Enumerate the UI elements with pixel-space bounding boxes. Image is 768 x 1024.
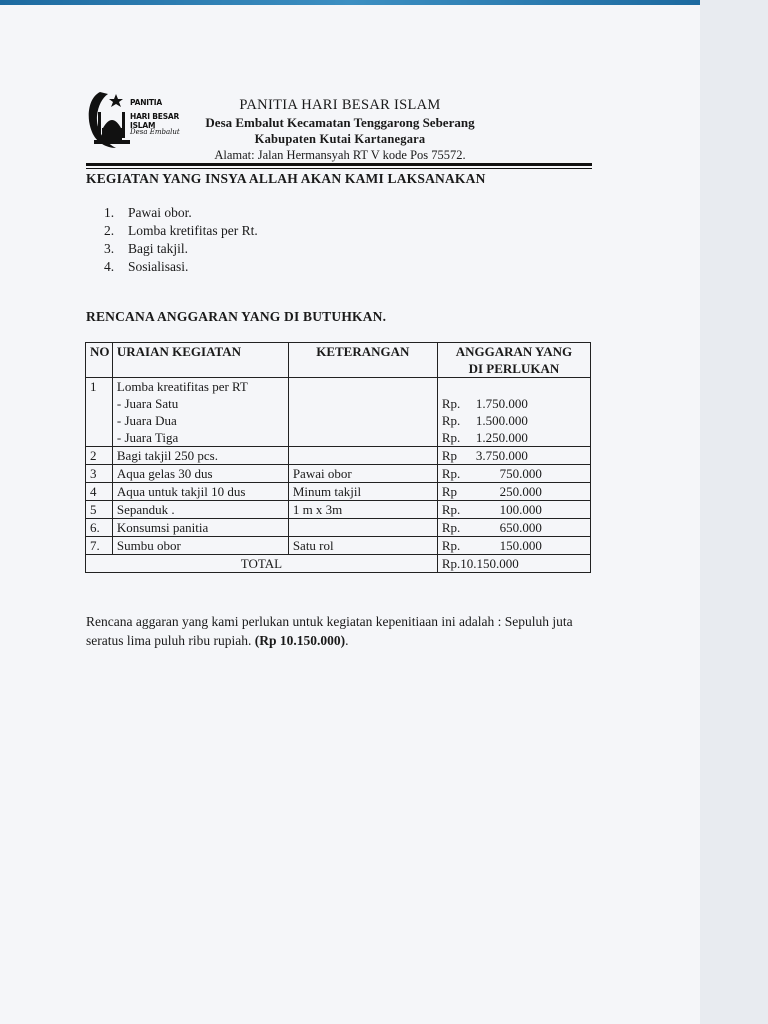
closing-end: . bbox=[345, 633, 349, 648]
cell-anggaran bbox=[437, 483, 590, 501]
budget-table bbox=[85, 342, 591, 573]
list-item bbox=[104, 204, 258, 222]
cell-no: 1 bbox=[86, 378, 113, 447]
amount: 1.250.000 bbox=[475, 430, 528, 445]
cell-keterangan bbox=[288, 447, 437, 465]
currency: Rp. bbox=[441, 413, 461, 428]
cell-no: 3 bbox=[86, 465, 113, 483]
list-text: Bagi takjil. bbox=[128, 241, 188, 256]
header-anggaran-line1: ANGGARAN YANG bbox=[455, 344, 573, 359]
table-row bbox=[86, 501, 591, 519]
cell-uraian bbox=[112, 378, 288, 447]
amount-line bbox=[442, 412, 586, 429]
cell-keterangan bbox=[288, 519, 437, 537]
cell-keterangan: Satu rol bbox=[288, 537, 437, 555]
cell-keterangan bbox=[288, 378, 437, 447]
table-row bbox=[86, 537, 591, 555]
cell-uraian: Sumbu obor bbox=[112, 537, 288, 555]
amount: 650.000 bbox=[499, 520, 542, 535]
cell-uraian: Aqua untuk takjil 10 dus bbox=[112, 483, 288, 501]
cell-uraian: Sepanduk . bbox=[112, 501, 288, 519]
header-keterangan: KETERANGAN bbox=[288, 343, 437, 378]
spacer bbox=[442, 378, 586, 395]
list-item bbox=[104, 222, 258, 240]
cell-keterangan: Minum takjil bbox=[288, 483, 437, 501]
cell-no: 6. bbox=[86, 519, 113, 537]
cell-no: 4 bbox=[86, 483, 113, 501]
cell-uraian: Konsumsi panitia bbox=[112, 519, 288, 537]
amount-line bbox=[442, 395, 586, 412]
cell-uraian: Bagi takjil 250 pcs. bbox=[112, 447, 288, 465]
currency: Rp. bbox=[441, 396, 461, 411]
list-item bbox=[104, 258, 258, 276]
org-name: PANITIA HARI BESAR ISLAM bbox=[239, 97, 441, 113]
amount-line bbox=[442, 429, 586, 446]
cell-no: 5 bbox=[86, 501, 113, 519]
currency: Rp. bbox=[441, 520, 461, 535]
currency: Rp. bbox=[441, 430, 461, 445]
activities-title: KEGIATAN YANG INSYA ALLAH AKAN KAMI LAKSANAKAN bbox=[86, 171, 486, 186]
total-row bbox=[86, 555, 591, 573]
currency: Rp. bbox=[441, 538, 461, 553]
cell-anggaran bbox=[437, 519, 590, 537]
amount: 750.000 bbox=[499, 466, 542, 481]
table-row bbox=[86, 519, 591, 537]
table-row bbox=[86, 483, 591, 501]
logo-line1: PANITIA bbox=[130, 98, 162, 107]
amount: 1.500.000 bbox=[475, 413, 528, 428]
amount: 3.750.000 bbox=[475, 448, 528, 463]
total-label: TOTAL bbox=[86, 555, 438, 573]
currency: Rp. bbox=[441, 466, 461, 481]
amount: 100.000 bbox=[499, 502, 542, 517]
list-text: Lomba kretifitas per Rt. bbox=[128, 223, 258, 238]
regency-line: Kabupaten Kutai Kartanegara bbox=[254, 132, 426, 146]
header-anggaran-line2: DI PERLUKAN bbox=[468, 361, 560, 376]
letterhead-rule-thin bbox=[86, 168, 592, 169]
cell-uraian: Aqua gelas 30 dus bbox=[112, 465, 288, 483]
cell-anggaran bbox=[437, 537, 590, 555]
budget-title: RENCANA ANGGARAN YANG DI BUTUHKAN. bbox=[86, 309, 387, 324]
table-row bbox=[86, 447, 591, 465]
row1-sub: - Juara Dua bbox=[116, 413, 177, 428]
amount: 1.750.000 bbox=[475, 396, 528, 411]
row1-sub: - Juara Satu bbox=[116, 396, 179, 411]
amount: 250.000 bbox=[499, 484, 542, 499]
cell-no: 7. bbox=[86, 537, 113, 555]
village-line: Desa Embalut Kecamatan Tenggarong Seberang bbox=[205, 115, 475, 130]
list-number: 3. bbox=[104, 241, 115, 256]
header-anggaran bbox=[437, 343, 590, 378]
row1-sub: - Juara Tiga bbox=[116, 430, 179, 445]
cell-anggaran bbox=[437, 501, 590, 519]
currency: Rp bbox=[441, 448, 457, 463]
cell-keterangan: Pawai obor bbox=[288, 465, 437, 483]
currency: Rp bbox=[441, 484, 457, 499]
cell-anggaran bbox=[437, 378, 590, 447]
closing-text: Rencana aggaran yang kami perlukan untuk kegiatan kepenitiaan ini adalah : Sepuluh juta seratus lima puluh ribu rupiah. bbox=[86, 614, 573, 648]
table-row bbox=[86, 465, 591, 483]
closing-amount: (Rp 10.150.000) bbox=[254, 633, 346, 648]
activities-list bbox=[104, 204, 258, 276]
logo-line2: HARI BESAR ISLAM bbox=[130, 112, 180, 130]
address-line: Alamat: Jalan Hermansyah RT V kode Pos 75572. bbox=[214, 148, 466, 162]
list-number: 2. bbox=[104, 223, 115, 238]
list-number: 4. bbox=[104, 259, 115, 274]
list-text: Sosialisasi. bbox=[128, 259, 189, 274]
header-uraian: URAIAN KEGIATAN bbox=[112, 343, 288, 378]
cell-no: 2 bbox=[86, 447, 113, 465]
scan-edge bbox=[700, 0, 768, 1024]
total-value: Rp.10.150.000 bbox=[437, 555, 590, 573]
table-header-row bbox=[86, 343, 591, 378]
cell-anggaran bbox=[437, 447, 590, 465]
cell-keterangan: 1 m x 3m bbox=[288, 501, 437, 519]
row1-title: Lomba kreatifitas per RT bbox=[116, 379, 248, 394]
currency: Rp. bbox=[441, 502, 461, 517]
list-text: Pawai obor. bbox=[128, 205, 192, 220]
amount: 150.000 bbox=[499, 538, 542, 553]
letterhead-rule-thick bbox=[86, 163, 592, 166]
cell-anggaran bbox=[437, 465, 590, 483]
list-number: 1. bbox=[104, 205, 115, 220]
table-row bbox=[86, 378, 591, 447]
header-no: NO bbox=[86, 343, 113, 378]
list-item bbox=[104, 240, 258, 258]
closing-paragraph bbox=[86, 612, 592, 650]
logo-script: Desa Embalut bbox=[130, 128, 180, 136]
